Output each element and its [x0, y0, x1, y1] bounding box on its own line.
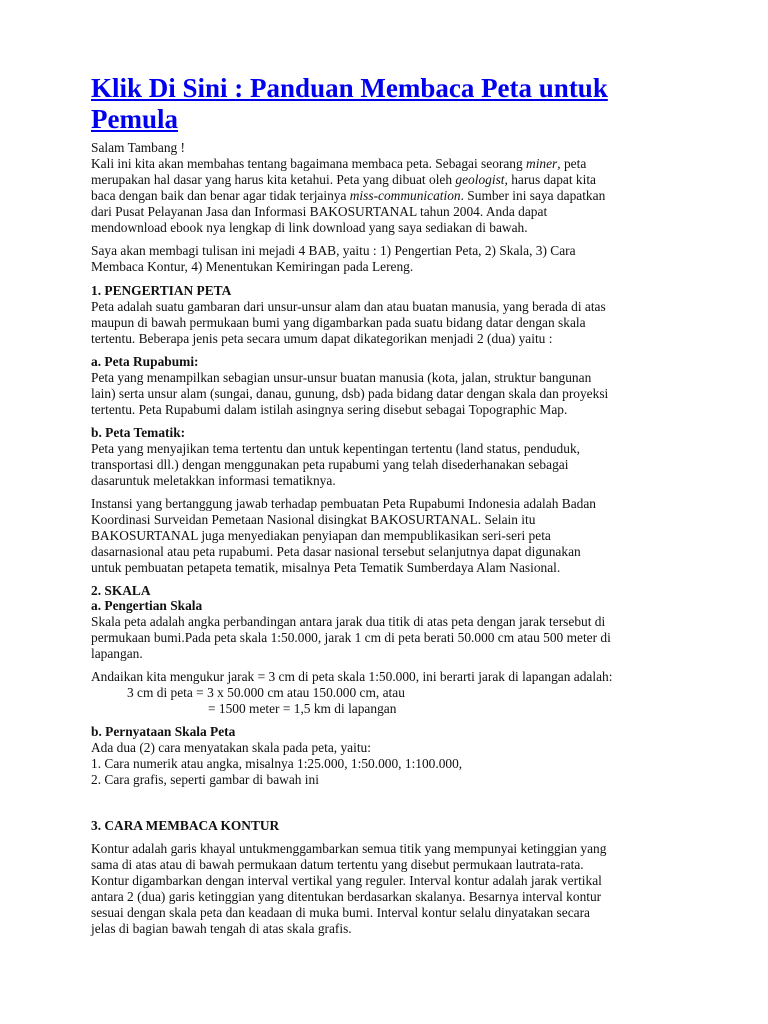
pengertian-skala-heading: a. Pengertian Skala — [91, 598, 203, 613]
skala-line-3: lapangan. — [91, 646, 143, 661]
kontur-line-5: sesuai dengan skala peta dan keadaan di muka bumi. Interval kontur selalu dinyatakan secara — [91, 905, 590, 920]
intro-line-4: dari Pusat Pelayanan Jasa dan Informasi BAKOSURTANAL tahun 2004. Anda dapat — [91, 204, 548, 219]
tematik-heading: b. Peta Tematik: — [91, 425, 186, 440]
section-1-line-1: Peta adalah suatu gambaran dari unsur-unsur alam dan atau buatan manusia, yang berada di atas — [91, 299, 606, 314]
intro-line-3: baca dengan baik dan benar agar tidak terjainya miss-communication. Sumber ini saya dapatkan — [91, 188, 606, 203]
instansi-line-4: dasarnasional atau peta rupabumi. Peta dasar nasional tersebut selanjutnya dapat digunakan — [91, 544, 581, 559]
example-line-2: 3 cm di peta = 3 x 50.000 cm atau 150.000 cm, atau — [127, 685, 405, 700]
pernyataan-item-2: 2. Cara grafis, seperti gambar di bawah ini — [91, 772, 319, 787]
section-1-line-2: maupun di bawah permukaan bumi yang digambarkan pada suatu bidang datar dengan skala — [91, 315, 586, 330]
rupabumi-heading: a. Peta Rupabumi: — [91, 354, 199, 369]
instansi-line-2: Koordinasi Surveidan Pemetaan Nasional disingkat BAKOSURTANAL. Selain itu — [91, 512, 536, 527]
section-2-heading: 2. SKALA — [91, 583, 151, 598]
instansi-line-1: Instansi yang bertanggung jawab terhadap pembuatan Peta Rupabumi Indonesia adalah Badan — [91, 496, 596, 511]
pernyataan-skala-heading: b. Pernyataan Skala Peta — [91, 724, 236, 739]
rupabumi-line-3: tertentu. Peta Rupabumi dalam istilah asingnya sering disebut sebagai Topographic Map. — [91, 402, 568, 417]
tematik-line-2: transportasi dll.) dengan menggunakan peta rupabumi yang telah disederhanakan sebagai — [91, 457, 569, 472]
intro-line-2: merupakan hal dasar yang harus kita ketahui. Peta yang dibuat oleh geologist, harus dapat kita — [91, 172, 596, 187]
instansi-line-5: untuk pembuatan petapeta tematik, misalnya Peta Tematik Sumberdaya Alam Nasional. — [91, 560, 561, 575]
tematik-line-3: dasaruntuk meletakkan informasi tematiknya. — [91, 473, 336, 488]
intro-line-1: Kali ini kita akan membahas tentang bagaimana membaca peta. Sebagai seorang miner, peta — [91, 156, 587, 171]
pernyataan-item-1: 1. Cara numerik atau angka, misalnya 1:25.000, 1:50.000, 1:100.000, — [91, 756, 463, 771]
kontur-line-4: antara 2 (dua) garis ketinggian yang ditentukan berdasarkan skalanya. Besarnya interval kontur — [91, 889, 602, 904]
pernyataan-line-1: Ada dua (2) cara menyatakan skala pada peta, yaitu: — [91, 740, 371, 755]
overview-line-2: Membaca Kontur, 4) Menentukan Kemiringan pada Lereng. — [91, 259, 414, 274]
kontur-line-1: Kontur adalah garis khayal untukmenggambarkan semua titik yang mempunyai ketinggian yang — [91, 841, 607, 856]
intro-line-5: mendownload ebook nya lengkap di link download yang saya sediakan di bawah. — [91, 220, 528, 235]
greeting-text: Salam Tambang ! — [91, 140, 186, 155]
title-link[interactable] — [91, 73, 691, 135]
kontur-line-3: Kontur digambarkan dengan interval vertikal yang reguler. Interval kontur adalah jarak vertikal — [91, 873, 602, 888]
example-line-3: = 1500 meter = 1,5 km di lapangan — [208, 701, 397, 716]
rupabumi-line-1: Peta yang menampilkan sebagian unsur-unsur buatan manusia (kota, jalan, struktur bangunan — [91, 370, 592, 385]
kontur-line-6: jelas di bagian bawah tengah di atas skala grafis. — [91, 921, 352, 936]
example-line-1: Andaikan kita mengukur jarak = 3 cm di peta skala 1:50.000, ini berarti jarak di lapangan adalah: — [91, 669, 613, 684]
skala-line-1: Skala peta adalah angka perbandingan antara jarak dua titik di atas peta dengan jarak tersebut di — [91, 614, 606, 629]
title-line-2: Pemula — [91, 104, 178, 134]
skala-line-2: permukaan bumi.Pada peta skala 1:50.000, jarak 1 cm di peta berati 50.000 cm atau 500 meter di — [91, 630, 611, 645]
title-line-1: Klik Di Sini : Panduan Membaca Peta untuk — [91, 73, 608, 103]
rupabumi-line-2: lain) serta unsur alam (sungai, danau, gunung, dsb) pada bidang datar dengan skala dan proyeksi — [91, 386, 609, 401]
section-1-line-3: tertentu. Beberapa jenis peta secara umum dapat dikategorikan menjadi 2 (dua) yaitu : — [91, 331, 553, 346]
section-1-heading: 1. PENGERTIAN PETA — [91, 283, 232, 298]
kontur-line-2: sama di atas atau di bawah permukaan datum tertentu yang disebut permukaan lautrata-rata. — [91, 857, 584, 872]
tematik-line-1: Peta yang menyajikan tema tertentu dan untuk kepentingan tertentu (land status, penduduk, — [91, 441, 580, 456]
section-3-heading: 3. CARA MEMBACA KONTUR — [91, 818, 280, 833]
instansi-line-3: BAKOSURTANAL juga menyediakan penyiapan dan mempublikasikan seri-seri peta — [91, 528, 551, 543]
overview-line-1: Saya akan membagi tulisan ini mejadi 4 BAB, yaitu : 1) Pengertian Peta, 2) Skala, 3) Cara — [91, 243, 576, 258]
